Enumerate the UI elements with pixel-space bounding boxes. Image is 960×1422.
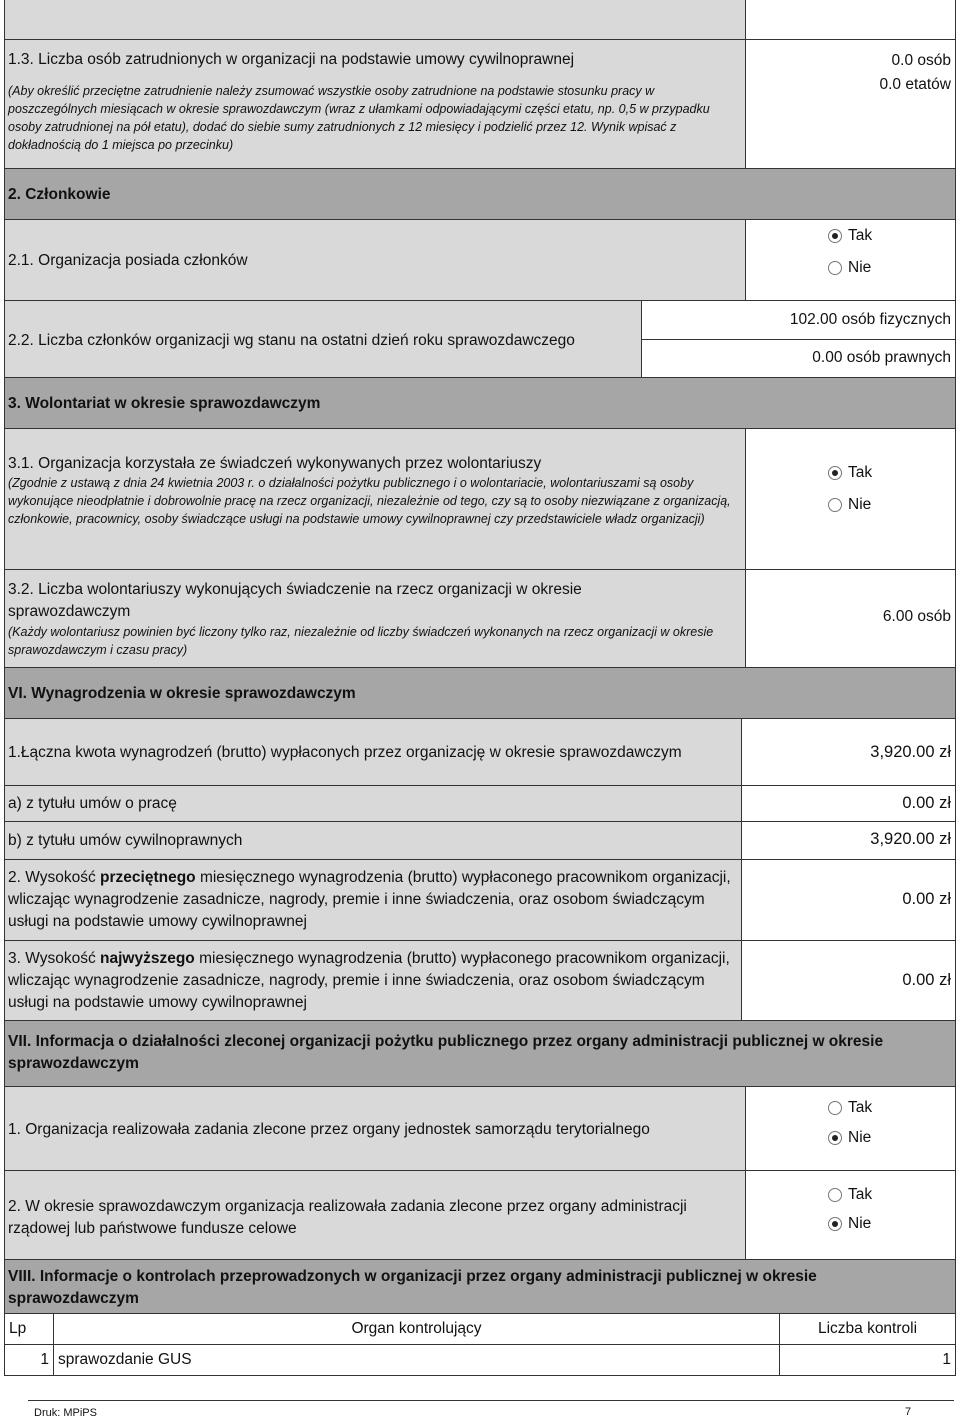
salary-total-cell [741, 718, 956, 786]
question-2-1 [4, 219, 746, 301]
table-row-count: 1 [779, 1344, 956, 1376]
salary-civil-label: b) z tytułu umów cywilnoprawnych [8, 832, 243, 849]
radio-selected-icon [828, 466, 842, 480]
section-1-3-question [4, 39, 746, 169]
page-number: 7 [905, 1406, 912, 1418]
section-6-header [4, 667, 956, 719]
footer-print-label: Druk: MPiPS [34, 1407, 97, 1419]
salary-employment-label: a) z tytułu umów o pracę [8, 795, 177, 812]
members-physical-cell [641, 300, 956, 340]
question-7-2-label: 2. W okresie sprawozdawczym organizacja realizowała zadania zlecone przez organy administracji rządowej lub państwowe fundusze celowe [8, 1198, 687, 1237]
col-header-lp: Lp [4, 1313, 54, 1345]
question-7-2-answer [745, 1170, 956, 1260]
salary-highest-value: 0.00 zł [902, 971, 951, 989]
gov-tasks-no-radio[interactable]: Nie [828, 1215, 871, 1233]
question-2-1-label: 2.1. Organizacja posiada członków [8, 252, 248, 269]
radio-empty-icon [828, 261, 842, 275]
salary-average-value: 0.00 zł [902, 890, 951, 908]
question-3-2-note: (Każdy wolontariusz powinien być liczony tylko raz, niezależnie od liczby świadczeń wykonanych na rzecz organizacji w okresie sprawozdawczym i czasu pracy) [8, 625, 714, 657]
radio-selected-icon [828, 229, 842, 243]
question-2-2 [4, 300, 642, 378]
salary-highest-label: 3. Wysokość najwyższego miesięcznego wynagrodzenia (brutto) wypłaconego pracownikom organizacji, wliczając wynagrodzenie zasadnicze, nagrody, premie i inne świadczenia, oraz osobom świadczącym usługi na podstawie umowy cywilnoprawnej [8, 950, 730, 1011]
section-8-header [4, 1259, 956, 1314]
salary-employment-row [4, 785, 742, 822]
employees-fte: 0.0 etatów [879, 76, 951, 93]
volunteers-yes-radio[interactable]: Tak [828, 464, 872, 482]
section-2-title: 2. Członkowie [8, 186, 111, 203]
col-header-organ: Organ kontrolujący [53, 1313, 780, 1345]
question-7-2 [4, 1170, 746, 1260]
section-3-title: 3. Wolontariat w okresie sprawozdawczym [8, 395, 321, 412]
table-row-organ: sprawozdanie GUS [53, 1344, 780, 1376]
footer-divider [28, 1400, 954, 1401]
question-3-1-label: 3.1. Organizacja korzystała ze świadczeń wykonywanych przez wolontariuszy [8, 455, 542, 472]
question-3-1-note: (Zgodnie z ustawą z dnia 24 kwietnia 2003 r. o działalności pożytku publicznego i o wolontariacie, wolontariuszami są osoby wykonujące nieodpłatnie i dobrowolnie pracę na rzecz organizacji, niezależnie od tego, czy są to osoby niezwiązane z organizacją, członkowie, pracownicy, osoby świadczące usługi na podstawie umowy cywilnoprawnej czy przedstawiciele władz organizacji) [8, 476, 731, 526]
local-tasks-yes-radio[interactable]: Tak [828, 1099, 872, 1117]
section-1-3-note: (Aby określić przeciętne zatrudnienie należy zsumować wszystkie osoby zatrudnione na podstawie stosunku pracy w poszczególnych miesiącach w okresie sprawozdawczym (wraz z ułamkami odpowiadającymi części etatu, np. 0,5 w przypadku osoby zatrudnionej na pół etatu), dodać do siebie sumy zatrudnionych z 12 miesięcy i podzielić przez 12. Wynik wpisać z dokładnością do 1 miejsca po przecinku) [8, 84, 710, 152]
top-blank-value [745, 0, 956, 40]
members-legal: 0.00 osób prawnych [812, 349, 951, 366]
gov-tasks-yes-radio[interactable]: Tak [828, 1186, 872, 1204]
salary-total-value: 3,920.00 zł [870, 743, 951, 761]
question-7-1-answer [745, 1086, 956, 1171]
section-7-title: VII. Informacja o działalności zleconej organizacji pożytku publicznego przez organy administracji publicznej w okresie sprawozdawczym [8, 1033, 884, 1072]
salary-average-cell [741, 859, 956, 941]
local-tasks-no-radio[interactable]: Nie [828, 1129, 871, 1147]
section-8-title: VIII. Informacje o kontrolach przeprowadzonych w organizacji przez organy administracji publicznej w okresie sprawozdawczym [8, 1268, 817, 1307]
question-3-1-answer [745, 428, 956, 570]
question-3-2 [4, 569, 746, 668]
radio-empty-icon [828, 498, 842, 512]
volunteers-no-radio[interactable]: Nie [828, 496, 871, 514]
section-7-header [4, 1020, 956, 1087]
salary-employment-cell [741, 785, 956, 822]
question-7-1-label: 1. Organizacja realizowała zadania zlecone przez organy jednostek samorządu terytorialnego [8, 1121, 650, 1138]
radio-selected-icon [828, 1217, 842, 1231]
question-3-2-answer [745, 569, 956, 668]
col-header-count: Liczba kontroli [779, 1313, 956, 1345]
top-blank-row [4, 0, 746, 40]
salary-total-label: 1.Łączna kwota wynagrodzeń (brutto) wypłaconych przez organizację w okresie sprawozdawczym [8, 744, 682, 761]
section-6-title: VI. Wynagrodzenia w okresie sprawozdawczym [8, 685, 356, 702]
question-2-2-label: 2.2. Liczba członków organizacji wg stanu na ostatni dzień roku sprawozdawczego [8, 332, 575, 349]
section-3-header [4, 377, 956, 429]
radio-selected-icon [828, 1131, 842, 1145]
salary-average-label: 2. Wysokość przeciętnego miesięcznego wynagrodzenia (brutto) wypłaconego pracownikom organizacji, wliczając wynagrodzenie zasadnicze, nagrody, premie i inne świadczenia, oraz osobom świadczącym usługi na podstawie umowy cywilnoprawnej [8, 869, 731, 930]
members-physical: 102.00 osób fizycznych [789, 311, 951, 328]
radio-empty-icon [828, 1188, 842, 1202]
radio-empty-icon [828, 1101, 842, 1115]
salary-average-row [4, 859, 742, 941]
question-2-1-answer [745, 219, 956, 301]
volunteers-count: 6.00 osób [882, 608, 951, 625]
employees-count: 0.0 osób [891, 52, 951, 69]
salary-civil-value: 3,920.00 zł [870, 830, 951, 848]
salary-civil-cell [741, 821, 956, 860]
salary-civil-row [4, 821, 742, 860]
members-no-radio[interactable]: Nie [828, 259, 871, 277]
section-1-3-title: 1.3. Liczba osób zatrudnionych w organizacji na podstawie umowy cywilnoprawnej [8, 51, 575, 68]
members-legal-cell [641, 339, 956, 378]
question-3-2-label: 3.2. Liczba wolontariuszy wykonujących świadczenie na rzecz organizacji w okresie sprawozdawczym [8, 581, 582, 620]
question-3-1 [4, 428, 746, 570]
salary-employment-value: 0.00 zł [902, 794, 951, 812]
salary-highest-row [4, 940, 742, 1021]
salary-total-row [4, 718, 742, 786]
question-7-1 [4, 1086, 746, 1171]
section-2-header [4, 168, 956, 220]
members-yes-radio[interactable]: Tak [828, 227, 872, 245]
salary-highest-cell [741, 940, 956, 1021]
section-1-3-value [745, 39, 956, 169]
table-row-lp: 1 [4, 1344, 54, 1376]
